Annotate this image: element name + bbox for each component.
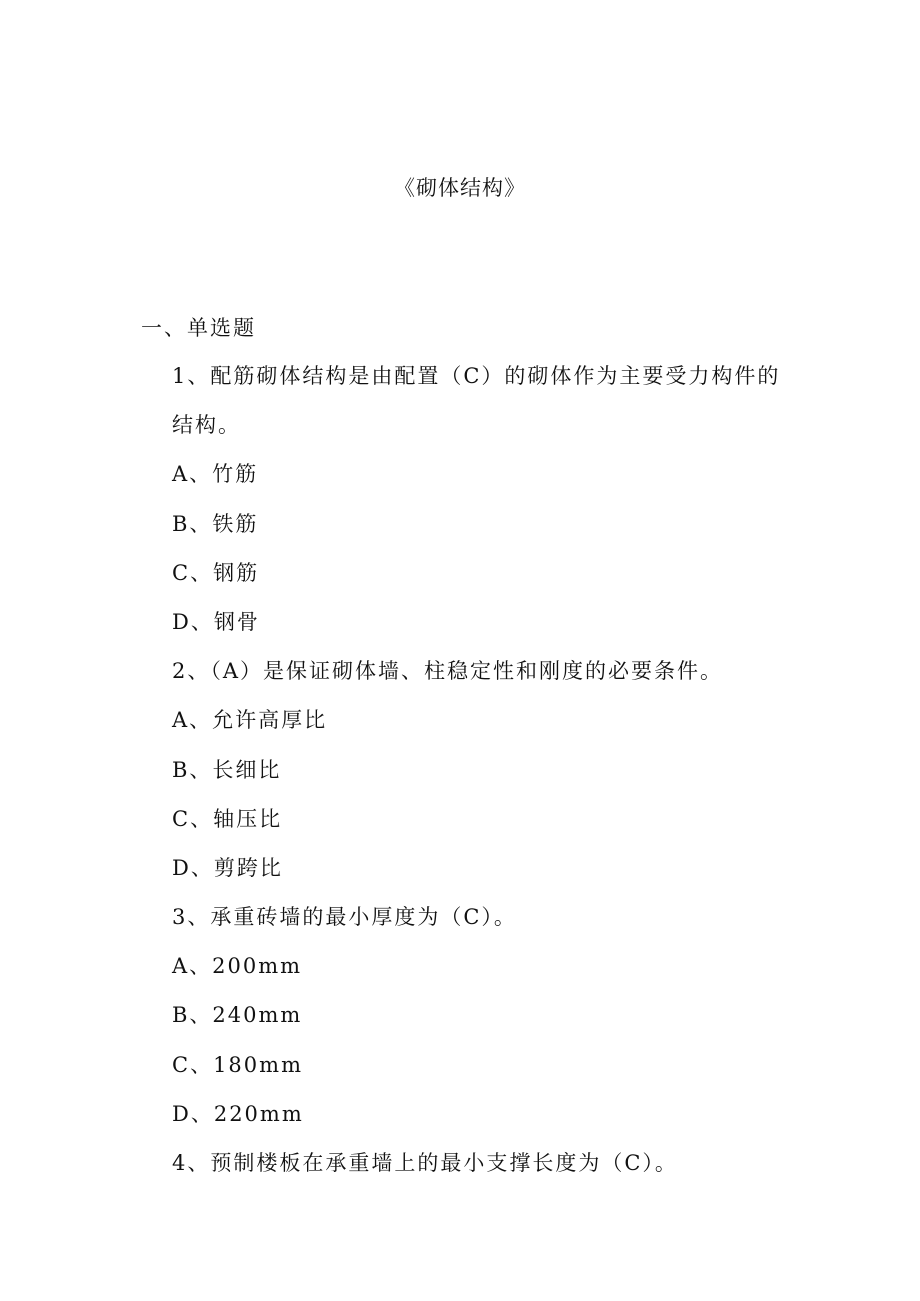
question-2-stem: 2、（A）是保证砌体墙、柱稳定性和刚度的必要条件。 (172, 659, 724, 684)
question-3-option-b: B、240mm (172, 1003, 303, 1028)
question-2-option-b: B、长细比 (172, 757, 282, 782)
document-title: 《砌体结构》 (394, 176, 526, 200)
question-4-stem: 4、预制楼板在承重墙上的最小支撑长度为（C）。 (172, 1151, 678, 1175)
question-1-option-a: A、竹筋 (172, 462, 259, 487)
question-1-stem: 1、配筋砌体结构是由配置（C）的砌体作为主要受力构件的 (172, 364, 781, 388)
question-1-option-d: D、钢骨 (172, 609, 260, 634)
question-1-stem-continued: 结构。 (172, 413, 241, 438)
question-1-option-c: C、钢筋 (172, 560, 260, 585)
question-2-option-d: D、剪跨比 (172, 855, 283, 880)
question-list (172, 359, 812, 1195)
question-3-option-c: C、180mm (172, 1052, 303, 1077)
question-2-option-c: C、轴压比 (172, 806, 283, 831)
question-3-option-d: D、220mm (172, 1101, 304, 1126)
question-3-stem: 3、承重砖墙的最小厚度为（C）。 (172, 905, 517, 930)
question-2-option-a: A、允许高厚比 (172, 708, 328, 733)
question-3-option-a: A、200mm (172, 954, 303, 979)
question-1-option-b: B、铁筋 (172, 511, 259, 536)
section-heading: 一、单选题 (141, 316, 256, 340)
